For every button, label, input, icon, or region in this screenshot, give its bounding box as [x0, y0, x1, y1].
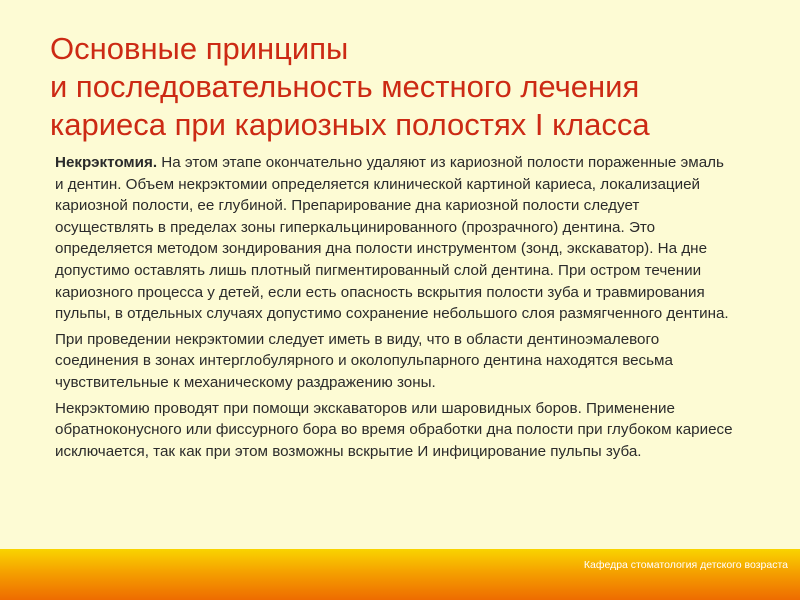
paragraph-sensitivity-note: При проведении некрэктомии следует иметь в виду, что в области дентиноэмалевого соединения в зонах интерглобулярного и околопульпарного дентина находятся весьма чувствительные к механическому раздражению зоны. — [55, 330, 673, 391]
paragraph-text: На этом этапе окончательно удаляют из кариозной полости пораженные эмаль и дентин. Объем некрэктомии определяется клинической картиной кариеса, локализацией кариозной полости, ее глубиной. Препарирование дна кариозной полости следует осуществлять в пределах зоны гиперкальцинированного (прозрачного) дентина. Это определяется методом зондирования дна полости инструментом (зонд, экскаватор). На дне допустимо оставлять лишь плотный пигментированный слой дентина. При остром течении кариозного процесса у детей, если есть опасность вскрытия полости зуба и травмирования пульпы, в отдельных случаях допустимо сохранение небольшого слоя размягченного дентина. — [55, 154, 729, 323]
title-line-2: и последовательность местного лечения — [50, 69, 640, 104]
paragraph-instruments: Некрэктомию проводят при помощи экскаваторов или шаровидных боров. Применение обратноконусного или фиссурного бора во время обработки дна полости при глубоком кариесе исключается, так как при этом возможны вскрытие И инфицирование пульпы зуба. — [55, 399, 733, 460]
footer-department-label: Кафедра стоматология детского возраста — [583, 559, 788, 571]
title-line-3: кариеса при кариозных полостях I класса — [50, 107, 650, 142]
paragraph-lead-term: Некрэктомия. — [55, 154, 158, 171]
slide-body — [55, 152, 735, 466]
paragraph-necrectomy — [55, 152, 735, 325]
footer-bar — [0, 549, 800, 600]
title-line-1: Основные принципы — [50, 31, 349, 66]
slide-title — [50, 30, 770, 144]
